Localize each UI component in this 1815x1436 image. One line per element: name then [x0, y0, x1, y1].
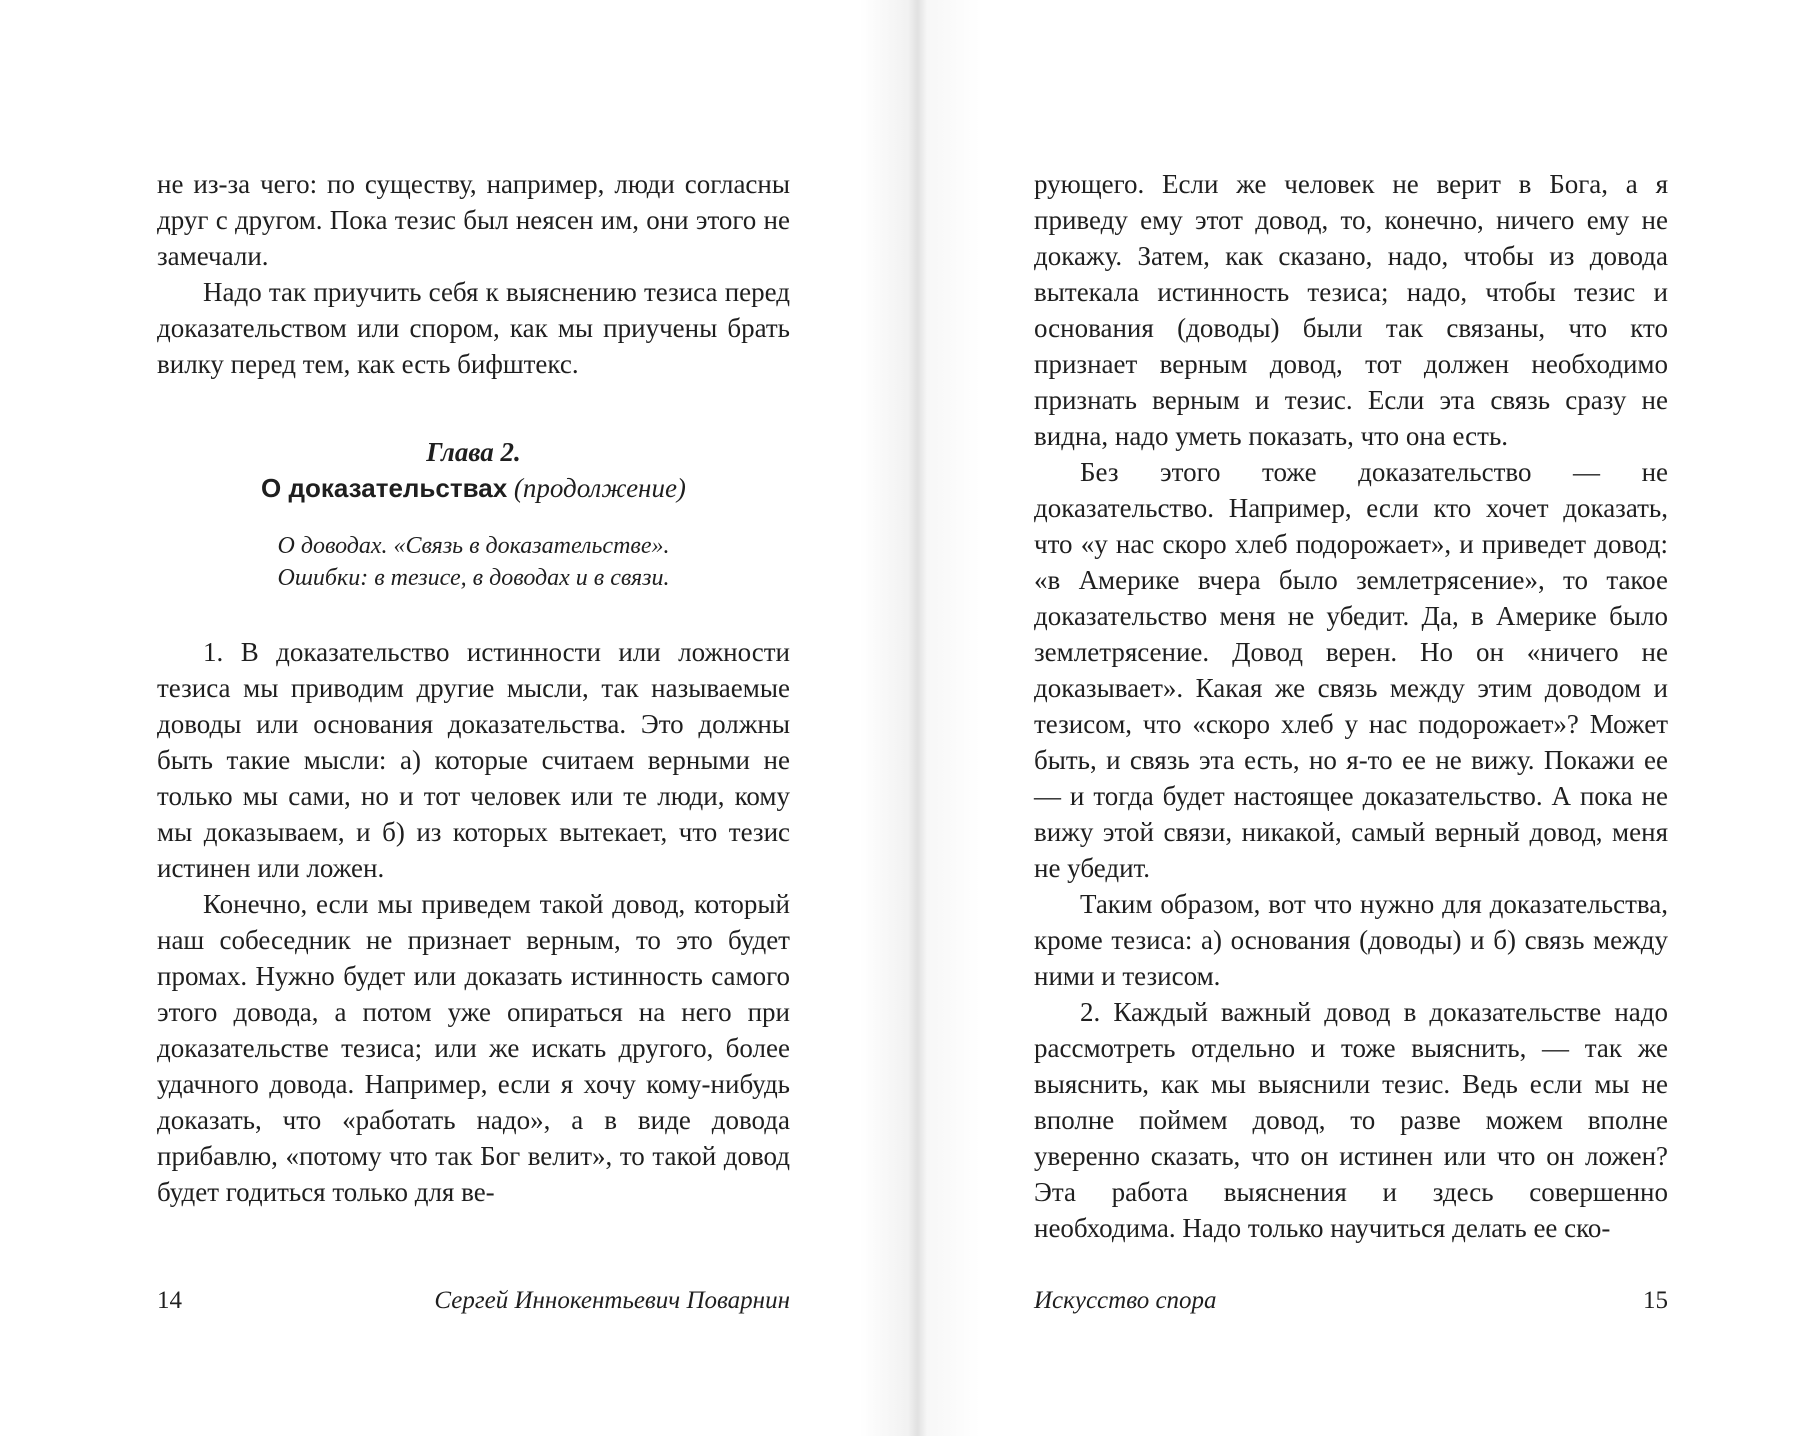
paragraph: Таким образом, вот что нужно для доказательства, кроме тезиса: а) основания (доводы) и б) связь между ними и тезисом. [1034, 889, 1668, 991]
paragraph: Конечно, если мы приведем такой довод, который наш собеседник не признает верным, то это будет промах. Нужно будет или доказать истинность самого этого довода, а потом уже опираться на него при доказательстве тезиса; или же искать другого, более удачного довода. Например, если я хочу кому-нибудь доказать, что «работать надо», а в виде довода прибавлю, «потому что так Бог велит», то такой довод будет годиться только для ве- [157, 889, 790, 1207]
epigraph-line: О доводах. «Связь в доказательстве». [277, 533, 670, 559]
chapter-number: Глава 2. [426, 437, 521, 467]
epigraph-line: Ошибки: в тезисе, в доводах и в связи. [277, 565, 670, 591]
paragraph: 1. В доказательство истинности или ложности тезиса мы приводим другие мысли, так называемые доводы или основания доказательства. Это должны быть такие мысли: а) которые считаем верными не только мы сами, но и тот человек или те люди, кому мы доказываем, и б) из которых вытекает, что тезис истинен или ложен. [157, 637, 790, 883]
page-number: 15 [1643, 1287, 1668, 1314]
right-text-block [1034, 166, 1668, 1246]
chapter-heading [157, 434, 790, 506]
chapter-title-line [157, 470, 790, 506]
running-footer-author: Сергей Иннокентьевич Поварнин [434, 1287, 790, 1314]
left-text-block [157, 166, 790, 1210]
chapter-subtitle: (продолжение) [513, 473, 686, 503]
paragraph: Без этого тоже доказательство — не доказательство. Например, если кто хочет доказать, что «у нас скоро хлеб подорожает», и приведет довод: «в Америке вчера было землетрясение», то такое доказательство меня не убедит. Да, в Америке было землетрясение. Довод верен. Но он «ничего не доказывает». Какая же связь между этим доводом и тезисом, что «скоро хлеб у нас подорожает»? Может быть, и связь эта есть, но я-то ее не вижу. Покажи ее — и тогда будет настоящее доказательство. А пока не вижу этой связи, никакой, самый верный довод, меня не убедит. [1034, 457, 1668, 883]
page-number: 14 [157, 1287, 182, 1314]
paragraph: 2. Каждый важный довод в доказательстве надо рассмотреть отдельно и тоже выяснить, — так же выяснить, как мы выяснили тезис. Ведь если мы не вполне поймем довод, то разве можем вполне уверенно сказать, что он истинен или что он ложен? Эта работа выяснения и здесь совершенно необходима. Надо только научиться делать ее ско- [1034, 997, 1668, 1243]
chapter-title: О доказательствах [261, 473, 508, 503]
right-page [910, 0, 1815, 1436]
paragraph: не из-за чего: по существу, например, люди согласны друг с другом. Пока тезис был неясен им, они этого не замечали. [157, 169, 790, 271]
paragraph: Надо так приучить себя к выяснению тезиса перед доказательством или спором, как мы приучены брать вилку перед тем, как есть бифштекс. [157, 277, 790, 379]
running-footer-title: Искусство спора [1034, 1287, 1217, 1314]
chapter-epigraph [157, 530, 790, 594]
paragraph: рующего. Если же человек не верит в Бога, а я приведу ему этот довод, то, конечно, ничего ему не докажу. Затем, как сказано, надо, чтобы из довода вытекала истинность тезиса; надо, чтобы тезис и основания (доводы) были так связаны, что кто признает верным довод, тот должен необходимо признать верным и тезис. Если эта связь сразу не видна, надо уметь показать, что она есть. [1034, 169, 1668, 451]
